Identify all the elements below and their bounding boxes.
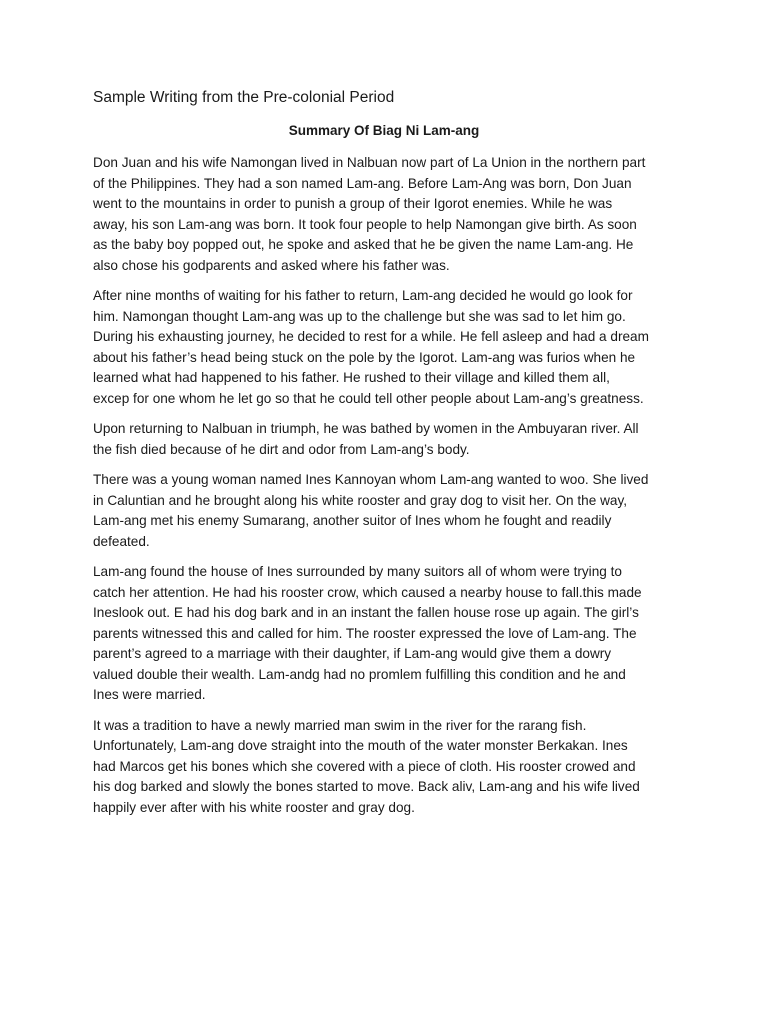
text-line: as the baby boy popped out, he spoke and asked that he be given the name Lam-ang. He (93, 237, 634, 252)
text-line: After nine months of waiting for his father to return, Lam-ang decided he would go look for (93, 288, 633, 303)
text-line: Don Juan and his wife Namongan lived in Nalbuan now part of La Union in the northern part (93, 155, 646, 170)
text-line: catch her attention. He had his rooster crow, which caused a nearby house to fall.this made (93, 584, 642, 600)
text-line: Ines were married. (93, 687, 206, 702)
paragraph-3 (93, 419, 675, 460)
text-line: Unfortunately, Lam-ang dove straight into the mouth of the water monster Berkakan. Ines (93, 738, 628, 753)
text-line: of the Philippines. They had a son named Lam-ang. Before Lam-Ang was born, Don Juan (93, 175, 632, 191)
text-line: learned what had happened to his father. He rushed to their village and killed them all, (93, 370, 610, 385)
text-line: parents witnessed this and called for him. The rooster expressed the love of Lam-ang. The (93, 625, 637, 641)
document-heading: Sample Writing from the Pre-colonial Period (93, 89, 395, 106)
text-line: valued double their wealth. Lam-andg had no promlem fulfilling this condition and he and (93, 666, 626, 682)
text-line: During his exhausting journey, he decided to rest for a while. He fell asleep and had a dream (93, 329, 649, 344)
text-line: had Marcos get his bones which she covered with a piece of cloth. His rooster crowed and (93, 758, 636, 774)
document-subtitle: Summary Of Biag Ni Lam-ang (288, 123, 480, 138)
text-line: excep for one whom he let go so that he could tell other people about Lam-ang’s greatness. (93, 390, 644, 406)
text-line: him. Namongan thought Lam-ang was up to the challenge but she was sad to let him go. (93, 308, 626, 324)
text-line: went to the mountains in order to punish a group of their Igorot enemies. While he was (93, 196, 613, 211)
paragraph-1 (93, 153, 675, 276)
text-line: his dog barked and slowly the bones started to move. Back aliv, Lam-ang and his wife lived (93, 779, 640, 794)
text-line: also chose his godparents and asked where his father was. (93, 257, 450, 273)
text-line: parent’s agreed to a marriage with their daughter, if Lam-ang would give them a dowry (93, 646, 612, 661)
paragraph-6 (93, 716, 675, 819)
text-line: It was a tradition to have a newly married man swim in the river for the rarang fish. (93, 717, 587, 733)
text-line: Lam-ang found the house of Ines surrounded by many suitors all of whom were trying to (93, 564, 622, 579)
text-line: There was a young woman named Ines Kannoyan whom Lam-ang wanted to woo. She lived (93, 472, 649, 487)
document-body (93, 153, 675, 828)
text-line: happily ever after with his white rooster and gray dog. (93, 799, 415, 815)
text-line: Lam-ang met his enemy Sumarang, another suitor of Ines whom he fought and readily (93, 513, 612, 528)
text-line: Ineslook out. E had his dog bark and in an instant the fallen house rose up again. The girl’s (93, 605, 639, 620)
paragraph-4 (93, 470, 675, 552)
paragraph-2 (93, 286, 675, 409)
text-line: the fish died because of he dirt and odor from Lam-ang’s body. (93, 441, 470, 457)
text-line: about his father’s head being stuck on the pole by the Igorot. Lam-ang was furios when he (93, 349, 636, 365)
text-line: away, his son Lam-ang was born. It took four people to help Namongan give birth. As soon (93, 216, 637, 232)
text-line: Upon returning to Nalbuan in triumph, he was bathed by women in the Ambuyaran river. All (93, 421, 639, 436)
text-line: in Caluntian and he brought along his white rooster and gray dog to visit her. On the way, (93, 492, 628, 508)
paragraph-5 (93, 562, 675, 706)
text-line: defeated. (93, 533, 150, 549)
